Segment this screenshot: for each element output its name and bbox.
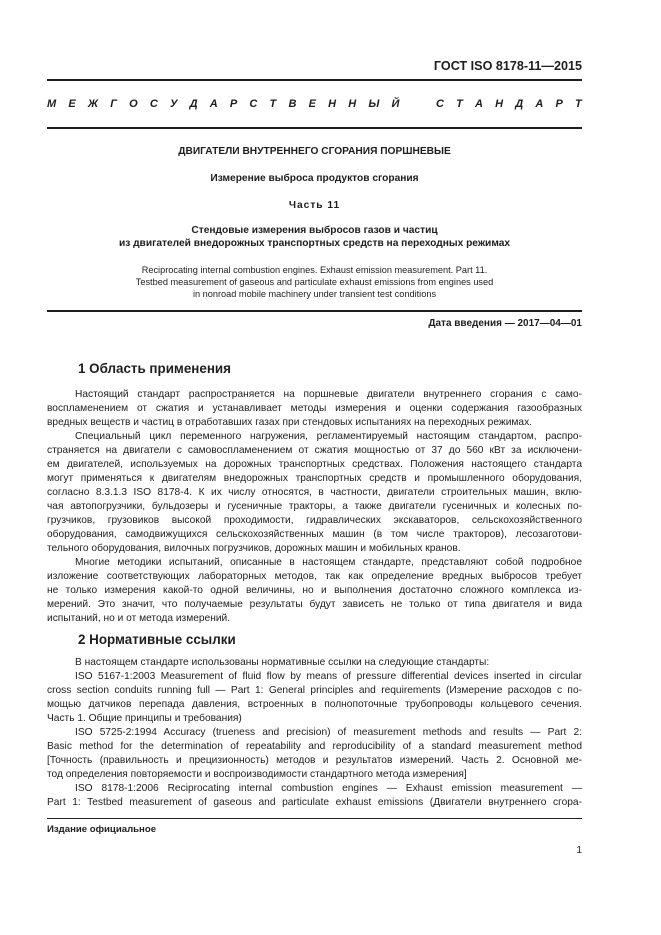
type-letter: Г — [110, 98, 117, 110]
paragraph-line: тод определения повторяемости и воспроизводимости стандартного метода измерения] — [47, 769, 467, 780]
paragraph-line: Многие методики испытаний, описанные в настоящем стандарте, представляют собой подробное — [75, 557, 582, 568]
type-letter: Н — [348, 98, 357, 110]
type-letter: В — [288, 98, 297, 110]
type-letter: Д — [515, 98, 524, 110]
type-letter: О — [129, 98, 138, 110]
paragraph-line: Часть 1. Общие принципы и требования) — [47, 713, 242, 724]
type-letter: Т — [575, 98, 582, 110]
paragraph-line: согласно 8.3.1.3 ISO 8178-4. К их числу относятся, в частности, двигатели строительных машин, вклю- — [47, 487, 582, 498]
paragraph-line: испытаний, но и от метода измерений. — [47, 613, 231, 624]
edition-label: Издание официальное — [47, 824, 157, 835]
english-title-line: Testbed measurement of gaseous and particulate exhaust emissions from engines used — [135, 277, 494, 287]
type-letter: Т — [269, 98, 277, 110]
type-letter: Е — [68, 98, 76, 110]
paragraph-line: тельного оборудования, вилочных погрузчиков, дорожных машин и мобильных кранов. — [47, 543, 461, 554]
paragraph-line: не только измерения какой-то одной величины, но и выполнения достаточно сложного комплекса из- — [47, 585, 582, 596]
standard-type-line — [47, 94, 582, 114]
type-letter: Р — [229, 98, 238, 110]
type-letter: Е — [308, 98, 316, 110]
type-letter: Р — [555, 98, 563, 110]
title-subtitle: Измерение выброса продуктов сгорания — [210, 173, 419, 184]
footer-rule — [47, 818, 582, 819]
type-letter: А — [209, 98, 218, 110]
paragraph-line: могут применяться к двигателям внедорожных транспортных средств и промышленного оборудования, — [47, 473, 582, 484]
part-title-line: Стендовые измерения выбросов газов и частиц — [191, 225, 438, 236]
paragraph-line: грузчиков, грузовиков высокой проходимости, гидравлических экскаваторов, сельскохозяйственного — [47, 515, 582, 526]
type-letter: Ы — [368, 98, 380, 110]
type-letter: Т — [456, 98, 463, 110]
title-rule — [47, 310, 582, 312]
type-letter: Ж — [87, 98, 99, 110]
paragraph-line: вредных веществ и частиц в отработавших газах при стендовых испытаниях на переходных режимах. — [47, 417, 532, 428]
type-letter: С — [149, 98, 158, 110]
type-letter: С — [249, 98, 258, 110]
type-letter: А — [474, 98, 483, 110]
paragraph-line: Basic method for the determination of repeatability and reproducibility of a standard measurement method — [47, 741, 582, 752]
paragraph-line: ISO 8178-1:2006 Reciprocating internal combustion engines — Exhaust emission measurement — — [75, 783, 582, 794]
type-letter: Д — [189, 98, 198, 110]
type-letter: Н — [495, 98, 504, 110]
section-heading: 2 Нормативные ссылки — [78, 632, 236, 647]
header-rule — [47, 127, 582, 129]
paragraph-line: изложение соответствующих лабораторных методов, так как определение вредных выбросов требует — [47, 571, 582, 582]
paragraph-line: оборудования, самодвижущихся сельскохозяйственных машин (в том числе тракторов), лесозаготови- — [47, 529, 582, 540]
type-letter: Й — [391, 98, 400, 110]
paragraph-line: [Точность (правильность и прецизионность) методов и результатов измерений. Часть 2. Основной ме- — [47, 755, 582, 766]
paragraph-line: ем двигателей, используемых на дорожных транспортных средствах. Положения настоящего стандарта — [47, 459, 582, 470]
type-letter: С — [435, 98, 444, 110]
type-letter: У — [170, 98, 178, 110]
paragraph-line: Part 1: Testbed measurement of gaseous and particulate exhaust emissions (Двигатели внутреннего сгора- — [47, 797, 582, 808]
paragraph-line: страняется на двигатели с самовоспламенением от сжатия мощностью от 37 до 560 кВт за исключени- — [47, 445, 582, 456]
part-title-line: из двигателей внедорожных транспортных средств на переходных режимах — [118, 238, 511, 249]
top-rule — [47, 79, 582, 81]
type-letter: Н — [328, 98, 337, 110]
paragraph-line: cross section conduits running full — Part 1: General principles and requirements (Измерение расходов с по- — [47, 685, 582, 696]
title-part: Часть 11 — [288, 200, 341, 211]
type-letter: А — [535, 98, 544, 110]
page-number: 1 — [576, 845, 582, 856]
standard-code: ГОСТ ISO 8178-11—2015 — [433, 59, 582, 73]
section-heading: 1 Область применения — [78, 361, 231, 376]
paragraph-line: Настоящий стандарт распространяется на поршневые двигатели внутреннего сгорания с само- — [75, 389, 582, 400]
paragraph-line: мерений. Это значит, что получаемые результаты будут зависеть не только от типа двигателя и вида — [47, 599, 582, 610]
paragraph-line: ISO 5725-2:1994 Accuracy (trueness and precision) of measurement methods and results — Part 2: — [75, 727, 582, 738]
paragraph-line: воспламенением от сжатия и устанавливает методы измерения и оценки содержания газообразных — [47, 403, 582, 414]
paragraph-line: Специальный цикл переменного нагружения, регламентируемый настоящим стандартом, распро- — [75, 431, 582, 442]
type-letter: М — [47, 98, 57, 110]
paragraph-line: чая автопогрузчики, бульдозеры и гусеничные тракторы, а также двигатели гусеничных и колесных по- — [47, 501, 582, 512]
paragraph-line: В настоящем стандарте использованы нормативные ссылки на следующие стандарты: — [75, 657, 490, 668]
english-title-line: in nonroad mobile machinery under transient test conditions — [192, 289, 437, 299]
introduction-date: Дата введения — 2017—04—01 — [428, 318, 582, 329]
english-title-line: Reciprocating internal combustion engines. Exhaust emission measurement. Part 11. — [141, 265, 488, 275]
paragraph-line: мощью датчиков перепада давления, встроенных в полнопоточные трубопроводы кольцевого сечения. — [47, 699, 582, 710]
title-main: ДВИГАТЕЛИ ВНУТРЕННЕГО СГОРАНИЯ ПОРШНЕВЫЕ — [178, 146, 451, 157]
paragraph-line: ISO 5167-1:2003 Measurement of fluid flow by means of pressure differential devices inserted in circular — [75, 671, 582, 682]
